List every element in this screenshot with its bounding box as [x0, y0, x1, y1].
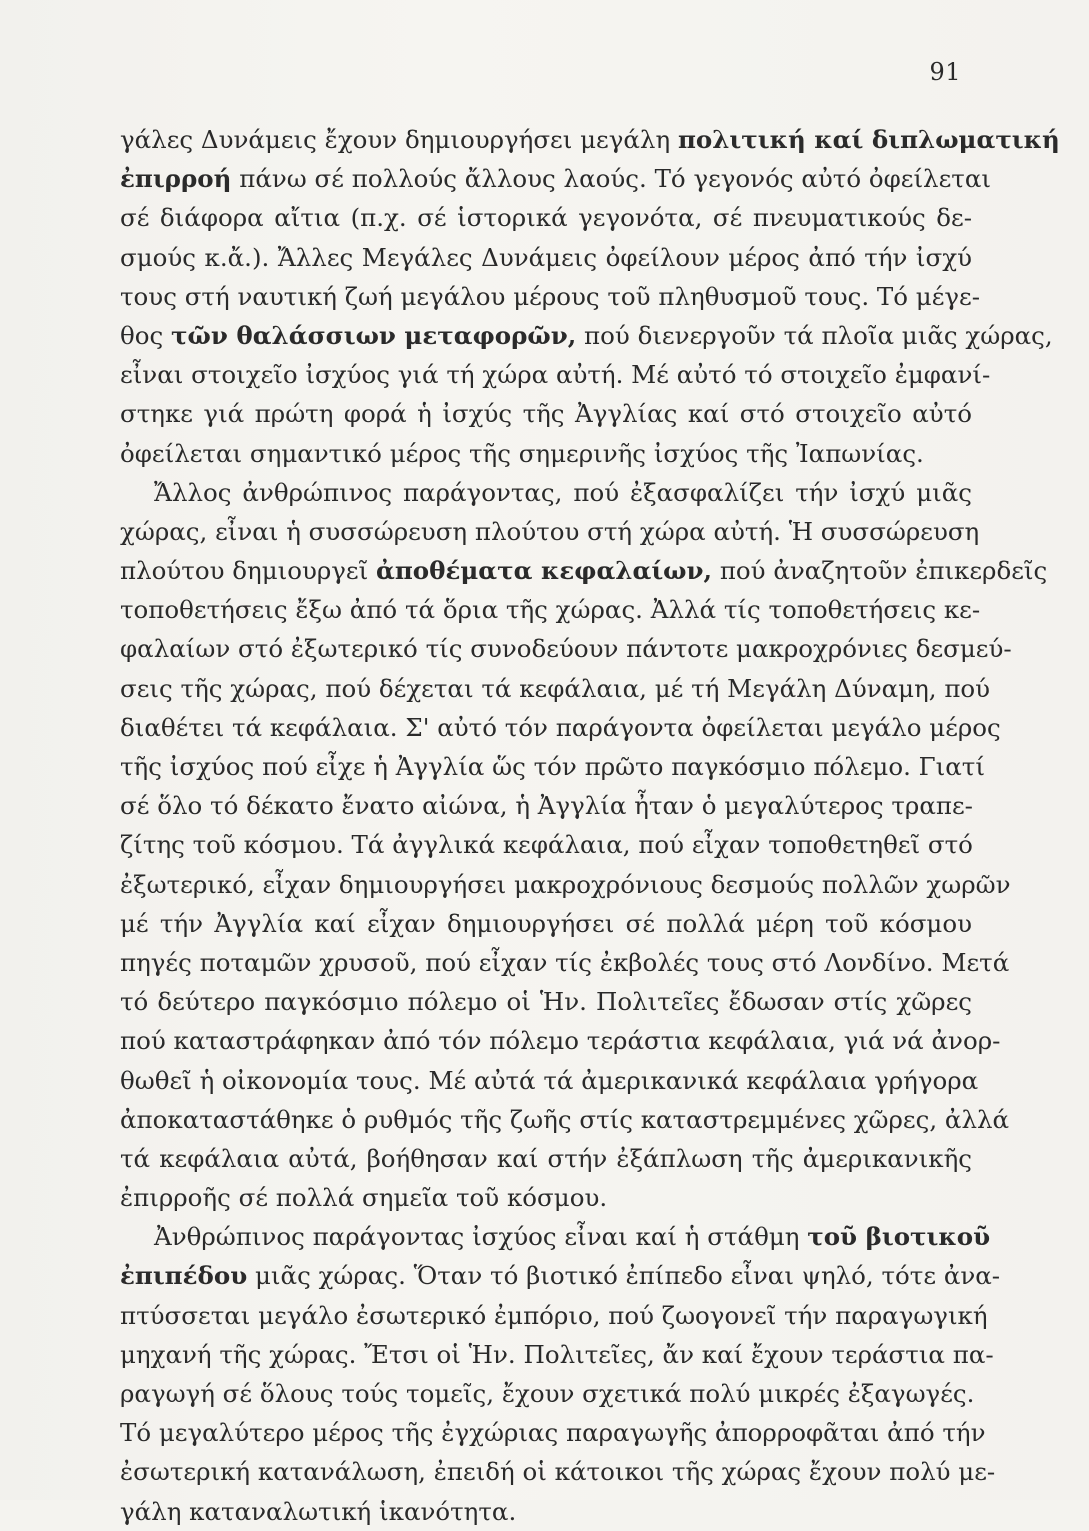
text-line: διαθέτει τά κεφάλαια. Σ' αὐτό τόν παράγοντα ὀφείλεται μεγάλο μέρος: [120, 712, 1001, 742]
text-line: σεις τῆς χώρας, πού δέχεται τά κεφάλαια, μέ τή Μεγάλη Δύναμη, πού: [120, 673, 991, 703]
text-run: πού ἀναζητοῦν ἐπικερδεῖς: [712, 556, 1048, 586]
text-line: τους στή ναυτική ζωή μεγάλου μέρους τοῦ πληθυσμοῦ τους. Τό μέγε-: [120, 281, 981, 311]
text-line: ἐπιρροῆς σέ πολλά σημεῖα τοῦ κόσμου.: [120, 1183, 608, 1213]
text-line: μηχανή τῆς χώρας. Ἔτσι οἱ Ἡν. Πολιτεῖες, ἄν καί ἔχουν τεράστια πα-: [120, 1339, 994, 1369]
text-line: [120, 1217, 991, 1256]
bold-term: ἀποθέματα κεφαλαίων,: [376, 556, 713, 586]
text-line: σέ ὅλο τό δέκατο ἔνατο αἰώνα, ἡ Ἀγγλία ἦταν ὁ μεγαλύτερος τραπε-: [120, 791, 973, 821]
text-line: πού καταστράφηκαν ἀπό τόν πόλεμο τεράστια κεφάλαια, γιά νά ἀνορ-: [120, 1026, 1001, 1056]
text-line: σμούς κ.ἄ.). Ἄλλες Μεγάλες Δυνάμεις ὀφείλουν μέρος ἀπό τήν ἰσχύ: [120, 242, 972, 272]
bold-term: πολιτική καί διπλωματική: [677, 125, 1060, 154]
text-line: γάλη καταναλωτική ἱκανότητα.: [120, 1496, 517, 1526]
text-run: πού διενεργοῦν τά πλοῖα μιᾶς χώρας,: [576, 320, 1053, 350]
text-line: [120, 316, 1053, 355]
text-line: τοποθετήσεις ἔξω ἀπό τά ὅρια τῆς χώρας. Ἀλλά τίς τοποθετήσεις κε-: [120, 595, 981, 625]
body-text: [120, 120, 1060, 1531]
bold-term: ἐπιρροή: [120, 164, 232, 194]
text-line: ζίτης τοῦ κόσμου. Τά ἀγγλικά κεφάλαια, πού εἶχαν τοποθετηθεῖ στό: [120, 830, 973, 860]
text-line: μέ τήν Ἀγγλία καί εἶχαν δημιουργήσει σέ πολλά μέρη τοῦ κόσμου: [120, 908, 972, 938]
text-run: πλούτου δημιουργεῖ: [120, 556, 376, 586]
text-line: ἀποκαταστάθηκε ὁ ρυθμός τῆς ζωῆς στίς καταστρεμμένες χῶρες, ἀλλά: [120, 1104, 1010, 1134]
bold-term: ἐπιπέδου: [120, 1261, 248, 1291]
text-line: [120, 551, 1048, 590]
text-line: εἶναι στοιχεῖο ἰσχύος γιά τή χώρα αὐτή. Μέ αὐτό τό στοιχεῖο ἐμφανί-: [120, 360, 991, 390]
text-line: θωθεῖ ἡ οἰκονομία τους. Μέ αὐτά τά ἀμερικανικά κεφάλαια γρήγορα: [120, 1065, 979, 1095]
text-run: θος: [120, 320, 172, 350]
text-line: πτύσσεται μεγάλο ἐσωτερικό ἐμπόριο, πού ζωογονεῖ τήν παραγωγική: [120, 1300, 988, 1330]
text-line: ἐσωτερική κατανάλωση, ἐπειδή οἱ κάτοικοι τῆς χώρας ἔχουν πολύ με-: [120, 1457, 996, 1487]
bold-term: τοῦ βιοτικοῦ: [807, 1222, 991, 1252]
text-line: ὀφείλεται σημαντικό μέρος τῆς σημερινῆς ἰσχύος τῆς Ἰαπωνίας.: [120, 438, 924, 468]
text-line: τῆς ἰσχύος πού εἶχε ἡ Ἀγγλία ὥς τόν πρῶτο παγκόσμιο πόλεμο. Γιατί: [120, 752, 985, 781]
page-number: 91: [929, 58, 961, 86]
text-line: [120, 120, 1060, 159]
text-line: πηγές ποταμῶν χρυσοῦ, πού εἶχαν τίς ἐκβολές τους στό Λονδίνο. Μετά: [120, 947, 1010, 977]
text-line: [120, 159, 991, 198]
text-line: τό δεύτερο παγκόσμιο πόλεμο οἱ Ἡν. Πολιτεῖες ἔδωσαν στίς χῶρες: [120, 987, 972, 1017]
text-run: πάνω σέ πολλούς ἄλλους λαούς. Τό γεγονός αὐτό ὀφείλεται: [231, 164, 991, 194]
text-line: ἐξωτερικό, εἶχαν δημιουργήσει μακροχρόνιους δεσμούς πολλῶν χωρῶν: [120, 869, 1011, 899]
text-line: [120, 1256, 1001, 1295]
text-line: Τό μεγαλύτερο μέρος τῆς ἐγχώριας παραγωγῆς ἀπορροφᾶται ἀπό τήν: [120, 1418, 986, 1448]
text-line: τά κεφάλαια αὐτά, βοήθησαν καί στήν ἐξάπλωση τῆς ἀμερικανικῆς: [120, 1143, 972, 1173]
text-line: φαλαίων στό ἐξωτερικό τίς συνοδεύουν πάντοτε μακροχρόνιες δεσμεύ-: [120, 634, 1012, 664]
text-run: Ἀνθρώπινος παράγοντας ἰσχύος εἶναι καί ἡ στάθμη: [154, 1222, 808, 1252]
text-run: μιᾶς χώρας. Ὅταν τό βιοτικό ἐπίπεδο εἶναι ψηλό, τότε ἀνα-: [247, 1261, 1001, 1291]
text-line: σέ διάφορα αἴτια (π.χ. σέ ἱστορικά γεγονότα, σέ πνευματικούς δε-: [120, 203, 972, 233]
bold-term: τῶν θαλάσσιων μεταφορῶν,: [171, 320, 577, 350]
text-line: στηκε γιά πρώτη φορά ἡ ἰσχύς τῆς Ἀγγλίας καί στό στοιχεῖο αὐτό: [120, 399, 972, 429]
text-run: γάλες Δυνάμεις ἔχουν δημιουργήσει μεγάλη: [120, 125, 678, 154]
text-line: Ἄλλος ἀνθρώπινος παράγοντας, πού ἐξασφαλίζει τήν ἰσχύ μιᾶς: [154, 477, 972, 507]
text-line: χώρας, εἶναι ἡ συσσώρευση πλούτου στή χώρα αὐτή. Ἡ συσσώρευση: [120, 516, 980, 546]
text-line: ραγωγή σέ ὅλους τούς τομεῖς, ἔχουν σχετικά πολύ μικρές ἐξαγωγές.: [120, 1379, 975, 1408]
